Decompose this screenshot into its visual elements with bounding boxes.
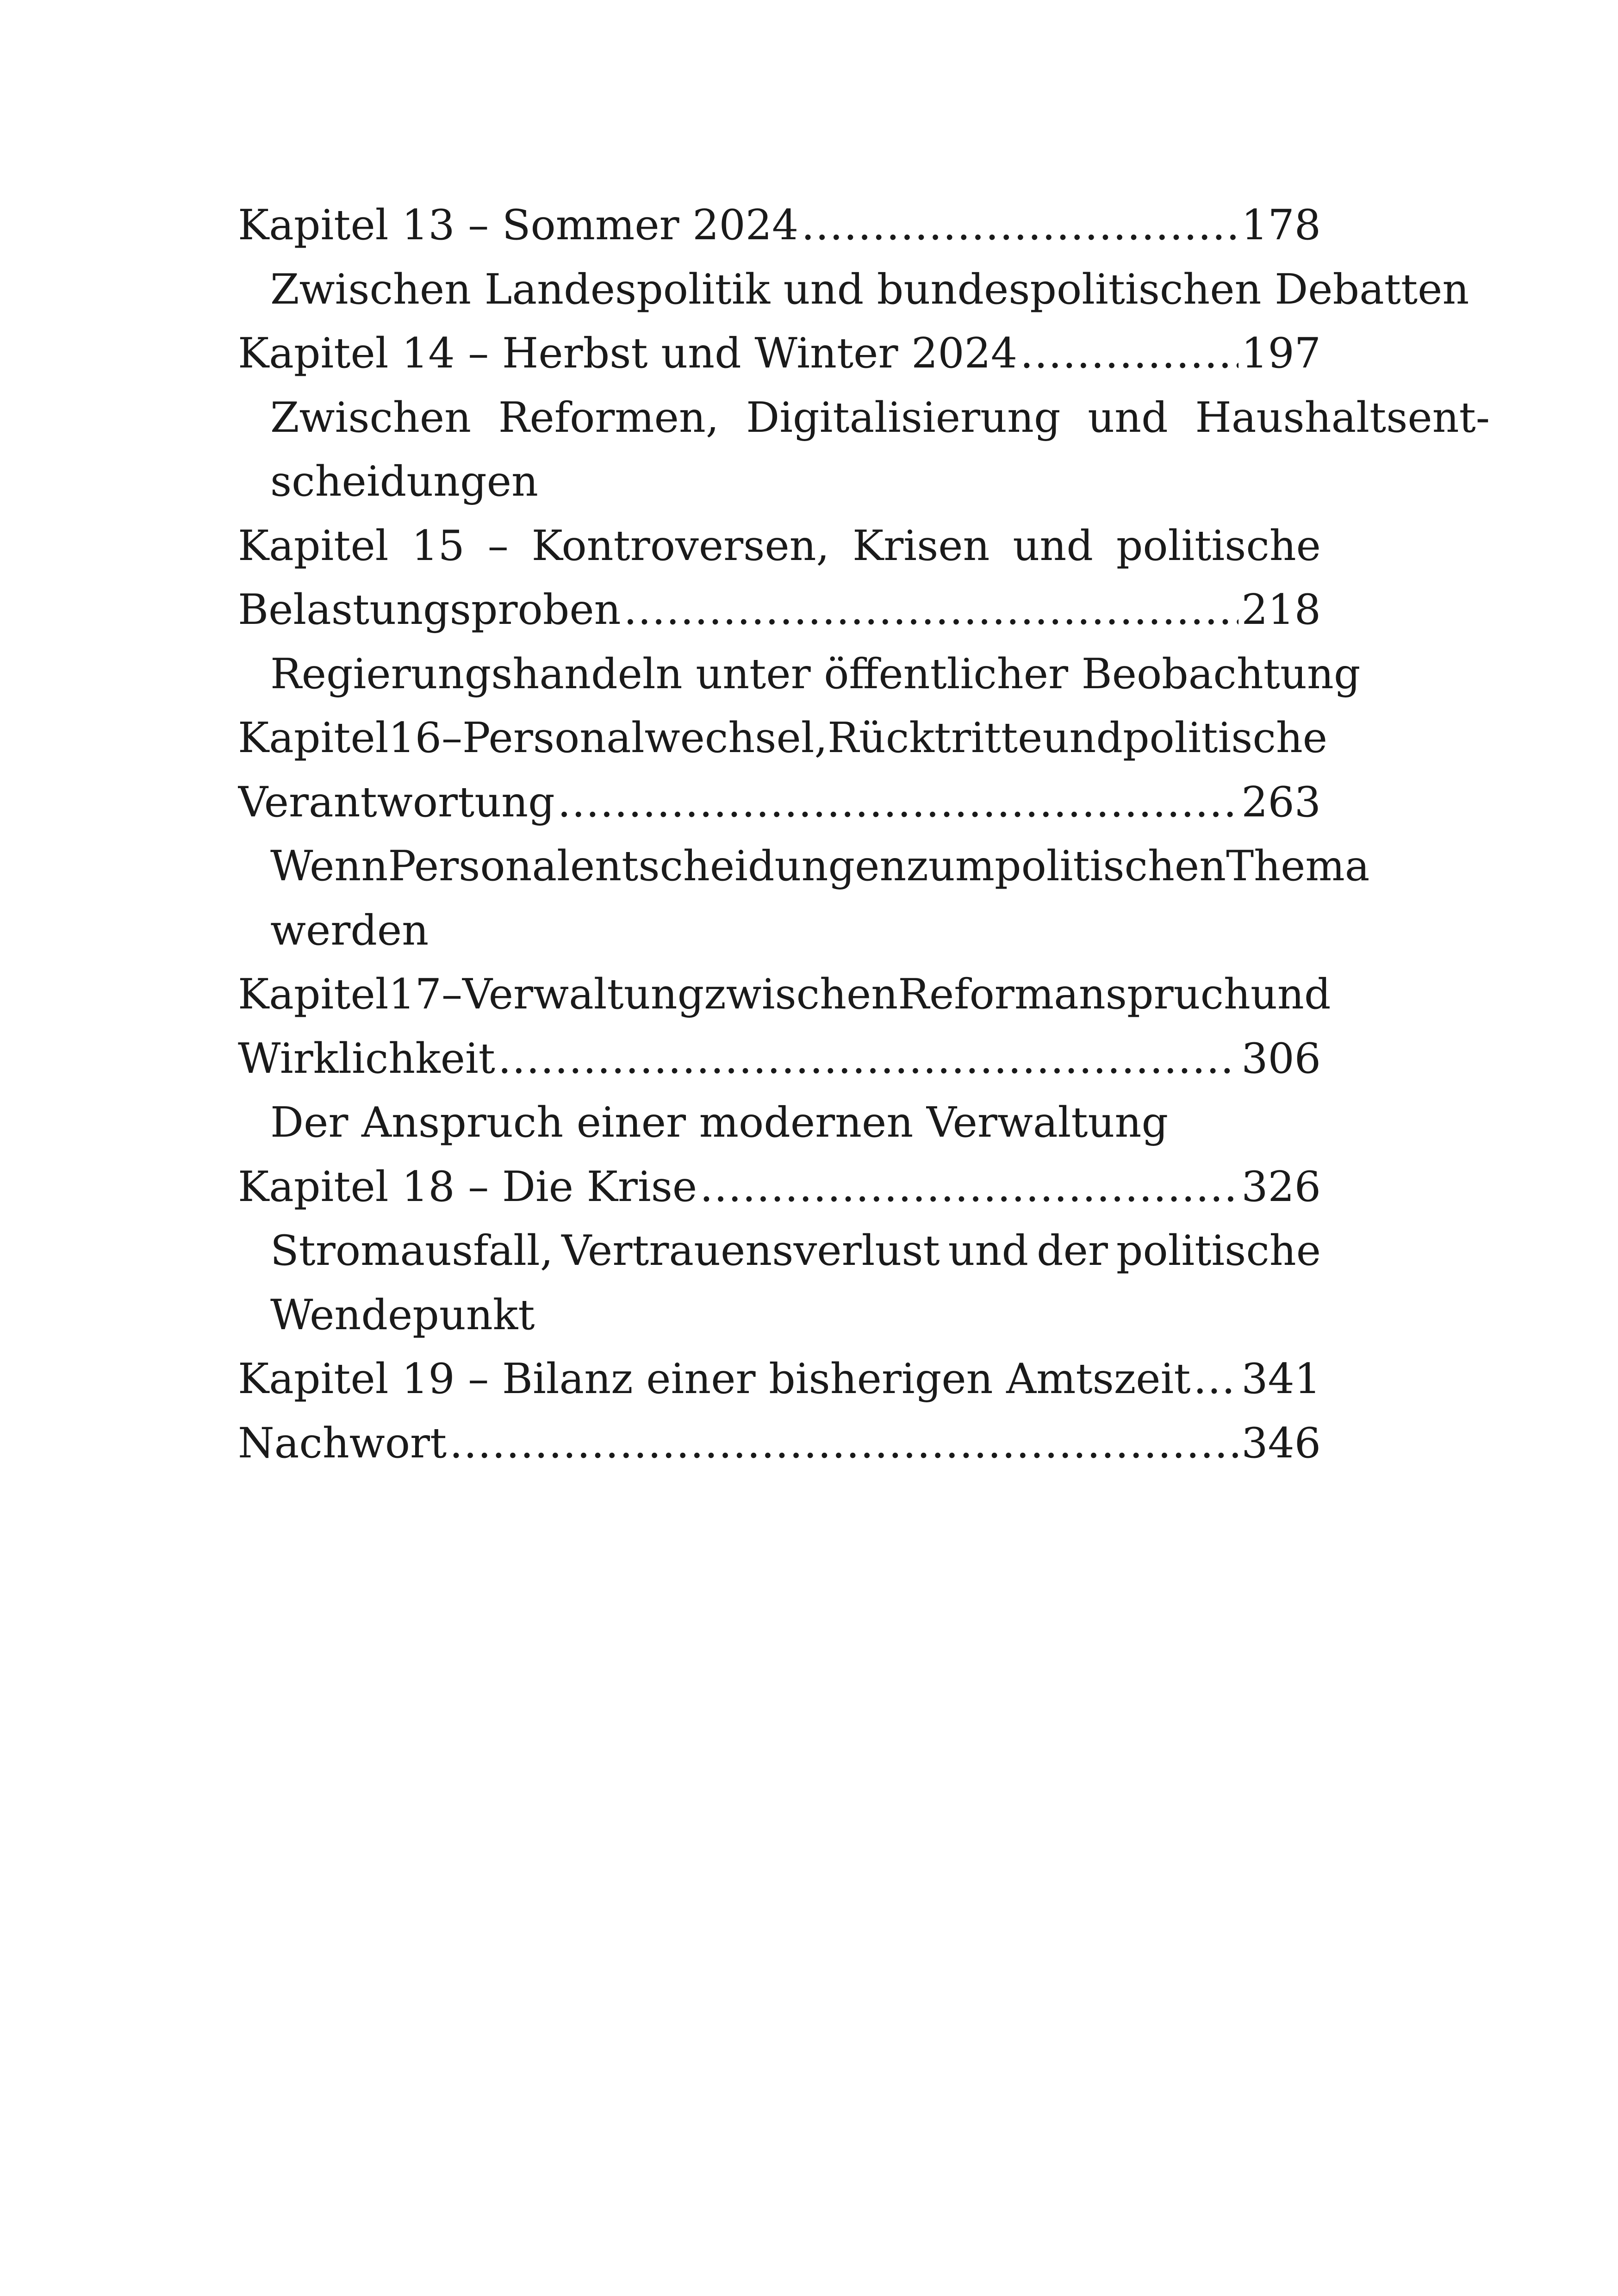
- dot-leader: [1194, 1347, 1239, 1412]
- dot-leader: [498, 1027, 1238, 1091]
- subtitle-word: Thema: [1226, 842, 1370, 890]
- title-word: 17: [388, 970, 442, 1019]
- toc-page-number: 218: [1241, 585, 1321, 634]
- dot-leader: [624, 578, 1239, 642]
- toc-entry-kapitel-17[interactable]: [238, 963, 1331, 1027]
- title-word: Kapitel: [238, 714, 389, 762]
- subtitle-word: Stromausfall,: [270, 1226, 554, 1275]
- toc-entry-nachwort[interactable]: [238, 1412, 1321, 1476]
- toc-entry-title: Belastungsproben: [238, 585, 621, 634]
- title-word: und: [1042, 714, 1123, 762]
- title-word: und: [1250, 970, 1331, 1019]
- toc-entry-kapitel-16[interactable]: [238, 706, 1328, 771]
- toc-page-number: 341: [1241, 1355, 1321, 1403]
- title-word: Verwaltung: [462, 970, 704, 1019]
- subtitle-word: politischen: [995, 842, 1226, 890]
- toc-page-number: 263: [1241, 778, 1321, 827]
- title-word: Personalwechsel,: [462, 714, 828, 762]
- subtitle-line: Zwischen Reformen, Digitalisierung und Haushaltsent-: [270, 393, 1490, 442]
- subtitle-word: Vertrauensverlust: [561, 1226, 940, 1275]
- toc-page-number: 326: [1241, 1162, 1321, 1211]
- toc-entry-subtitle-continued: werden: [270, 906, 429, 955]
- title-word: Krisen: [853, 521, 990, 570]
- toc-entry-title: Nachwort: [238, 1419, 447, 1468]
- toc-entry-kapitel-18[interactable]: [238, 1155, 1321, 1220]
- title-word: politische: [1122, 714, 1328, 762]
- title-word: Kapitel: [238, 970, 389, 1019]
- dot-leader: [700, 1155, 1238, 1220]
- toc-entry-kapitel-13[interactable]: [238, 193, 1321, 258]
- toc-entry-subtitle: [238, 1219, 1321, 1283]
- dot-leader: [449, 1412, 1238, 1476]
- toc-entry-kapitel-17-continued[interactable]: [238, 1027, 1321, 1091]
- title-word: politische: [1116, 521, 1321, 570]
- title-word: Reformanspruch: [898, 970, 1251, 1019]
- title-word: 16: [388, 714, 442, 762]
- toc-entry-subtitle: [238, 834, 1370, 899]
- toc-entry-subtitle: Der Anspruch einer modernen Verwaltung: [270, 1098, 1169, 1147]
- toc-entry-kapitel-15-continued[interactable]: [238, 578, 1321, 642]
- title-word: –: [442, 714, 463, 762]
- toc-entry-subtitle-continued: Wendepunkt: [270, 1290, 535, 1339]
- toc-entry-kapitel-16-continued[interactable]: [238, 771, 1321, 835]
- toc-entry-subtitle: Zwischen Landespolitik und bundespolitischen Debatten: [270, 265, 1469, 314]
- title-word: 15: [411, 521, 465, 570]
- subtitle-word: Personalentscheidungen: [388, 842, 907, 890]
- title-word: zwischen: [704, 970, 898, 1019]
- toc-entry-kapitel-14[interactable]: [238, 322, 1321, 386]
- title-word: Kapitel: [238, 521, 389, 570]
- toc-page-number: 178: [1241, 201, 1321, 249]
- toc-entry-title: Kapitel 14 – Herbst und Winter 2024: [238, 329, 1018, 378]
- toc-entry-title: Wirklichkeit: [238, 1034, 495, 1083]
- toc-page-number: 197: [1241, 329, 1321, 378]
- table-of-contents: [238, 193, 1490, 1475]
- toc-entry-kapitel-19[interactable]: [238, 1347, 1321, 1412]
- subtitle-word: Wenn: [270, 842, 388, 890]
- toc-entry-title: Kapitel 18 – Die Krise: [238, 1162, 697, 1211]
- subtitle-word: und: [948, 1226, 1029, 1275]
- title-word: und: [1013, 521, 1093, 570]
- toc-entry-title: Kapitel 13 – Sommer 2024: [238, 201, 799, 249]
- toc-entry-subtitle: Regierungshandeln unter öffentlicher Beobachtung: [270, 649, 1361, 698]
- title-word: –: [442, 970, 463, 1019]
- dot-leader: [801, 193, 1238, 258]
- toc-entry-title: Kapitel 19 – Bilanz einer bisherigen Amtszeit: [238, 1355, 1191, 1403]
- dot-leader: [558, 771, 1238, 835]
- title-word: Rücktritte: [828, 714, 1043, 762]
- dot-leader: [1020, 322, 1238, 386]
- title-word: Kontroversen,: [531, 521, 830, 570]
- toc-entry-kapitel-15[interactable]: [238, 514, 1321, 579]
- toc-entry-subtitle-continued: scheidungen: [270, 457, 538, 506]
- toc-page-number: 346: [1241, 1419, 1321, 1468]
- title-word: –: [487, 521, 509, 570]
- toc-entry-title: Verantwortung: [238, 778, 555, 827]
- subtitle-word: zum: [906, 842, 995, 890]
- toc-page-number: 306: [1241, 1034, 1321, 1083]
- subtitle-word: politische: [1116, 1226, 1321, 1275]
- subtitle-word: der: [1037, 1226, 1108, 1275]
- toc-entry-subtitle: [238, 386, 1490, 450]
